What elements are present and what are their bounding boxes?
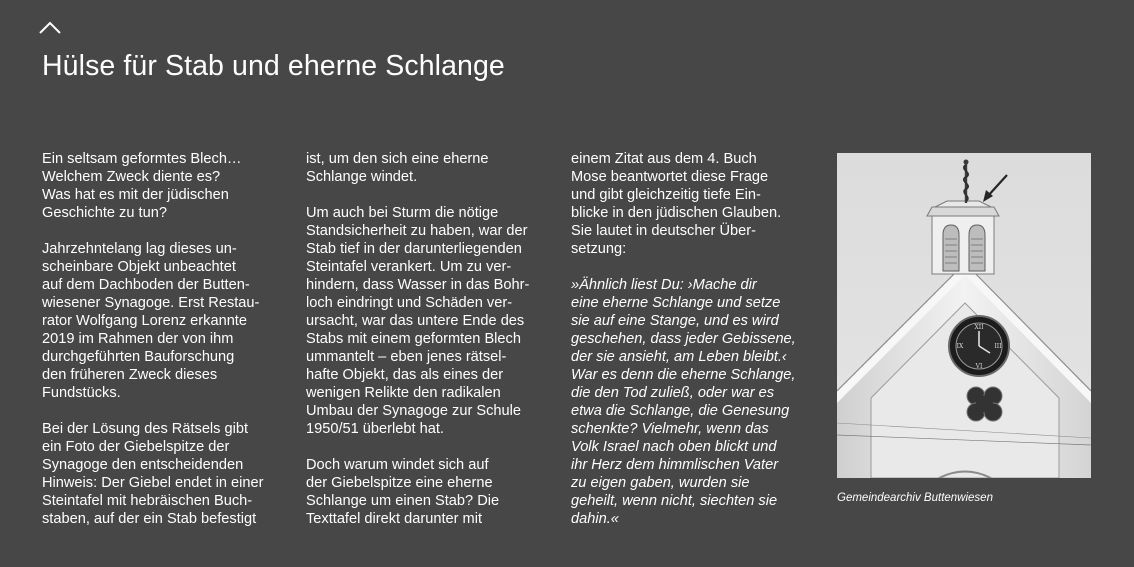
text-line: Bei der Lösung des Rätsels gibt	[42, 421, 249, 437]
text-line: Hinweis: Der Giebel endet in einer	[42, 475, 264, 491]
text-line: Steintafel mit hebräischen Buch-	[42, 493, 253, 509]
text-line: loch eindringt und Schäden ver-	[306, 295, 513, 311]
quote-line: etwa die Schlange, die Genesung	[571, 403, 790, 419]
quote-block	[571, 276, 811, 528]
chevron-up-icon	[38, 18, 64, 38]
text-line: Umbau der Synagoge zur Schule	[306, 403, 521, 419]
quote-line: geschehen, dass jeder Gebissene,	[571, 331, 796, 347]
text-line: Steintafel verankert. Um zu ver-	[306, 259, 512, 275]
paragraph-continuation	[306, 150, 551, 186]
text-line: Texttafel direkt darunter mit	[306, 511, 483, 527]
text-line: 2019 im Rahmen der von ihm	[42, 331, 234, 347]
text-line: Doch warum windet sich auf	[306, 457, 489, 473]
quote-line: schenkte? Vielmehr, wenn das	[571, 421, 769, 437]
quote-line: sie auf eine Stange, und es wird	[571, 313, 779, 329]
paragraph-solution	[42, 420, 287, 528]
text-line: hindern, dass Wasser in das Bohr-	[306, 277, 530, 293]
text-line: auf dem Dachboden der Butten-	[42, 277, 250, 293]
quote-line: zu eigen gaben, wurden sie	[571, 475, 750, 491]
text-line: blicke in den jüdischen Glauben.	[571, 205, 782, 221]
text-line: wenigen Relikte den radikalen	[306, 385, 501, 401]
text-line: Ein seltsam geformtes Blech…	[42, 151, 242, 167]
text-line: 1950/51 überlebt hat.	[306, 421, 444, 437]
text-line: staben, auf der ein Stab befestigt	[42, 511, 257, 527]
text-line: ursacht, war das untere Ende des	[306, 313, 525, 329]
text-line: hafte Objekt, das als eines der	[306, 367, 504, 383]
collapse-button[interactable]	[38, 18, 64, 38]
text-line: Fundstücks.	[42, 385, 121, 401]
text-line: Standsicherheit zu haben, war der	[306, 223, 528, 239]
page-title: Hülse für Stab und eherne Schlange	[42, 50, 505, 82]
svg-text:VI: VI	[975, 363, 983, 370]
text-line: scheinbare Objekt unbeachtet	[42, 259, 236, 275]
text-line: ummantelt – eben jenes rätsel-	[306, 349, 507, 365]
text-line: ein Foto der Giebelspitze der	[42, 439, 230, 455]
quote-line: die den Tod zuließ, oder war es	[571, 385, 775, 401]
text-line: Schlange windet.	[306, 169, 418, 185]
text-line: den früheren Zweck dieses	[42, 367, 218, 383]
quote-line: geheilt, wenn nicht, siechten sie	[571, 493, 778, 509]
quote-line: Volk Israel nach oben blickt und	[571, 439, 777, 455]
paragraph-stability	[306, 204, 551, 438]
text-line: und gibt gleichzeitig tiefe Ein-	[571, 187, 761, 203]
paragraph-answer	[571, 150, 811, 258]
photo-image	[837, 153, 1091, 478]
paragraph-discovery	[42, 240, 287, 402]
text-line: Sie lautet in deutscher Über-	[571, 223, 756, 239]
text-column-3	[571, 150, 811, 528]
text-column-1	[42, 150, 287, 528]
text-line: wiesener Synagoge. Erst Restau-	[42, 295, 260, 311]
text-line: einem Zitat aus dem 4. Buch	[571, 151, 757, 167]
text-line: Was hat es mit der jüdischen	[42, 187, 229, 203]
text-column-2	[306, 150, 551, 528]
text-line: Um auch bei Sturm die nötige	[306, 205, 499, 221]
text-line: ist, um den sich eine eherne	[306, 151, 489, 167]
text-line: Jahrzehntelang lag dieses un-	[42, 241, 237, 257]
photo-caption: Gemeindearchiv Buttenwiesen	[837, 492, 993, 504]
text-line: Synagoge den entscheidenden	[42, 457, 244, 473]
quote-line: »Ähnlich liest Du: ›Mache dir	[571, 277, 757, 293]
quote-line: dahin.«	[571, 511, 619, 527]
synagogue-gable-photo	[837, 153, 1091, 478]
text-line: Welchem Zweck diente es?	[42, 169, 221, 185]
text-line: Stabs mit einem geformten Blech	[306, 331, 521, 347]
svg-text:III: III	[994, 343, 1002, 350]
text-line: Mose beantwortet diese Frage	[571, 169, 769, 185]
text-line: Stab tief in der darunterliegenden	[306, 241, 522, 257]
paragraph-question	[306, 456, 551, 528]
svg-text:IX: IX	[956, 343, 964, 350]
text-line: rator Wolfgang Lorenz erkannte	[42, 313, 247, 329]
svg-text:XII: XII	[974, 324, 984, 331]
text-line: Schlange um einen Stab? Die	[306, 493, 500, 509]
quote-line: der sie ansieht, am Leben bleibt.‹	[571, 349, 787, 365]
text-line: der Giebelspitze eine eherne	[306, 475, 493, 491]
quote-line: eine eherne Schlange und setze	[571, 295, 781, 311]
paragraph-intro	[42, 150, 287, 222]
text-line: Geschichte zu tun?	[42, 205, 167, 221]
quote-line: War es denn die eherne Schlange,	[571, 367, 796, 383]
quote-line: ihr Herz dem himmlischen Vater	[571, 457, 779, 473]
text-line: durchgeführten Bauforschung	[42, 349, 235, 365]
text-line: setzung:	[571, 241, 627, 257]
